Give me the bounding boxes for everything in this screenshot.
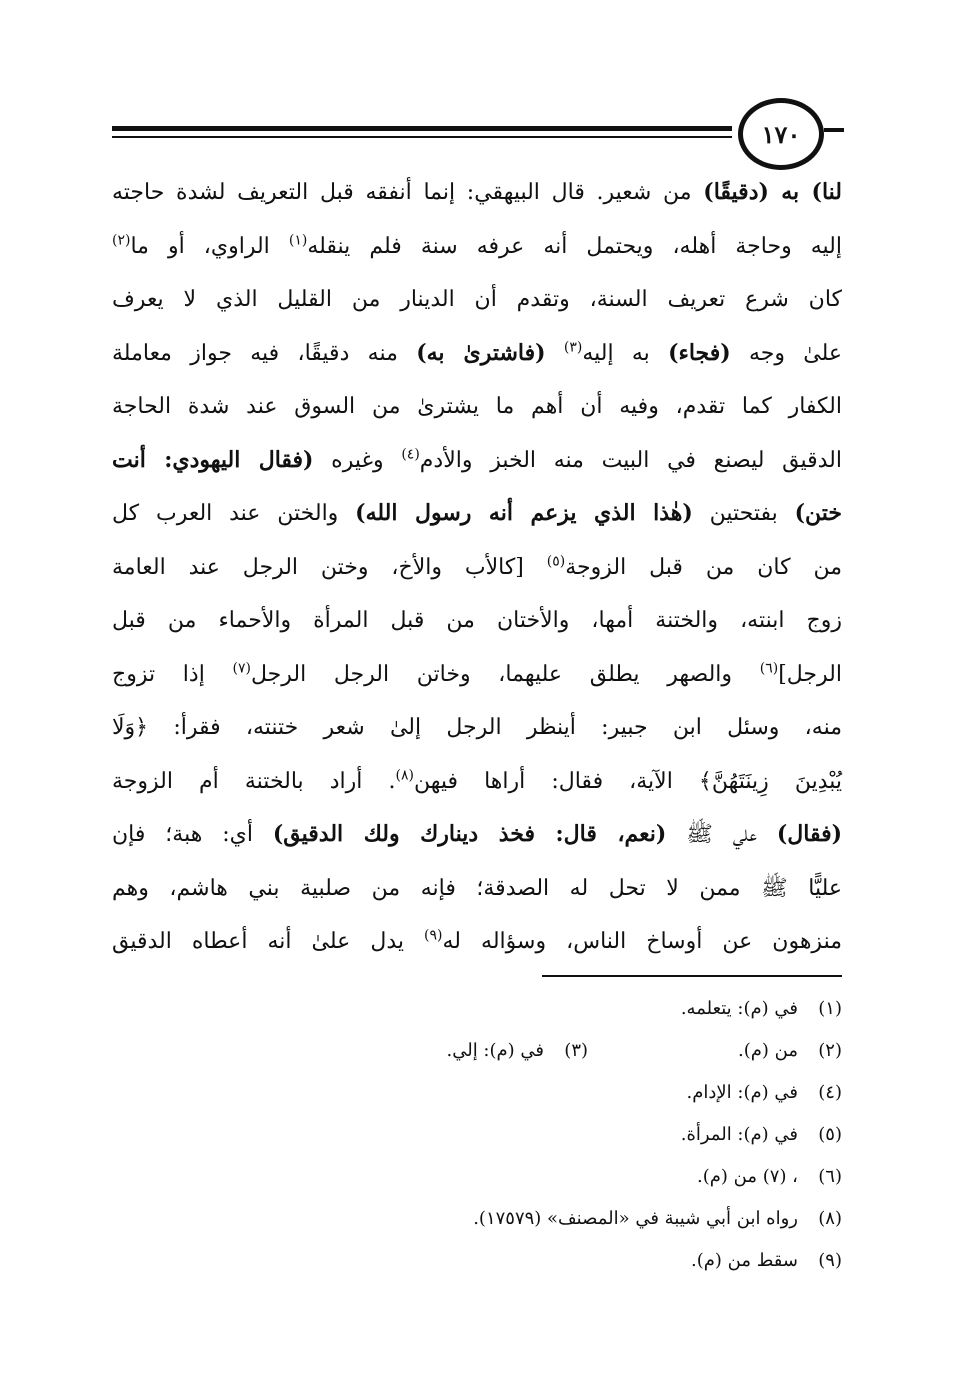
text-run: منزهون عن أوساخ الناس، وسؤاله له bbox=[442, 929, 842, 954]
text-run: أي: هبة؛ فإن bbox=[112, 822, 273, 847]
text-run: من كان من قبل الزوجة bbox=[565, 554, 842, 580]
footnote bbox=[738, 1030, 842, 1072]
footnote-ref: (٤) bbox=[401, 446, 420, 463]
text-run: منه، وسئل ابن جبير: أينظر الرجل إلىٰ شعر ختنته، فقرأ: ﴿وَلَا bbox=[112, 715, 842, 740]
footnote-number: (٥) bbox=[818, 1124, 842, 1145]
footnote bbox=[447, 1030, 589, 1072]
text-run: الرجل] bbox=[778, 661, 842, 687]
footnote-row bbox=[112, 1240, 842, 1282]
text-line bbox=[112, 541, 842, 595]
text-run: عليًّا ﷺ ممن لا تحل له الصدقة؛ فإنه من صلبية بني هاشم، وهم bbox=[112, 875, 842, 901]
footnote-ref: (٧) bbox=[232, 660, 251, 677]
text-run: الكفار كما تقدم، وفيه أن أهم ما يشترىٰ من السوق عند شدة الحاجة bbox=[112, 394, 842, 419]
bold-phrase: ختن) bbox=[794, 500, 842, 526]
bold-phrase: (فجاء) bbox=[668, 339, 731, 366]
footnotes bbox=[112, 988, 842, 1282]
footnote-number: (٨) bbox=[818, 1208, 842, 1229]
footnote bbox=[687, 1072, 842, 1114]
footnote-ref: (٣) bbox=[563, 339, 583, 356]
footnote-text: في (م): المرأة. bbox=[680, 1124, 798, 1145]
text-line bbox=[112, 594, 842, 648]
footnote-ref: (٨) bbox=[395, 767, 414, 784]
footnote-text: سقط من (م). bbox=[691, 1250, 798, 1271]
footnote-row bbox=[112, 988, 842, 1030]
text-run: الراوي، أو ما bbox=[130, 233, 289, 259]
bold-phrase: (نعم، قال: فخذ دينارك ولك الدقيق) bbox=[272, 821, 667, 847]
text-run: منه دقيقًا، فيه جواز معاملة bbox=[112, 340, 417, 366]
footnote-ref: (٢) bbox=[112, 232, 131, 249]
text-run: به إليه bbox=[582, 340, 669, 366]
footnote-ref: (٥) bbox=[546, 553, 566, 570]
text-run: وغيره bbox=[313, 447, 402, 473]
page-header bbox=[112, 98, 842, 168]
bold-phrase: (فقال اليهودي: أنت bbox=[112, 446, 314, 473]
footnote-ref: (١) bbox=[288, 232, 308, 249]
footnote-text: في (م): إلي. bbox=[446, 1040, 545, 1061]
text-run: زوج ابنته، والختنة أمها، والأختان من قبل المرأة والأحماء من قبل bbox=[112, 608, 842, 633]
text-line bbox=[112, 701, 842, 755]
footnote bbox=[691, 1240, 842, 1282]
bold-phrase: (فاشترىٰ به) bbox=[416, 339, 546, 366]
footnote bbox=[681, 988, 842, 1030]
footnote-row bbox=[112, 1198, 842, 1240]
footnote-number: (٤) bbox=[818, 1082, 842, 1103]
footnote-row bbox=[112, 1072, 842, 1114]
footnote-number: (٣) bbox=[564, 1040, 589, 1061]
text-run: علىٰ وجه bbox=[730, 340, 843, 366]
footnote bbox=[697, 1156, 842, 1198]
footnote-text: في (م): الإدام. bbox=[686, 1082, 798, 1103]
footnote-text: ، (٧) من (م). bbox=[697, 1166, 798, 1187]
text-run: إليه وحاجة أهله، ويحتمل أنه عرفه سنة فلم ينقله bbox=[307, 233, 842, 259]
footnote-number: (٩) bbox=[818, 1250, 842, 1271]
footnote-gap bbox=[588, 1030, 738, 1072]
text-run: كان شرع تعريف السنة، وتقدم أن الدينار من القليل الذي لا يعرف bbox=[112, 287, 842, 312]
footnote-number: (٢) bbox=[818, 1040, 842, 1061]
text-line bbox=[112, 862, 842, 916]
text-run: بفتحتين bbox=[692, 501, 795, 526]
text-line bbox=[112, 915, 842, 969]
footnote-text: رواه ابن أبي شيبة في «المصنف» (١٧٥٧٩). bbox=[473, 1208, 798, 1229]
text-run: يُبْدِينَ زِينَتَهُنَّ﴾ الآية، فقال: أراها فيهن bbox=[413, 768, 842, 794]
footnote bbox=[473, 1198, 842, 1240]
header-rule-right bbox=[824, 128, 844, 132]
footnote-row bbox=[112, 1030, 842, 1072]
text-run: والصهر يطلق عليهما، وخاتن الرجل الرجل bbox=[250, 661, 760, 687]
text-line bbox=[112, 380, 842, 434]
footnote bbox=[681, 1114, 842, 1156]
text-run: [كالأب والأخ، وختن الرجل عند العامة bbox=[112, 554, 547, 580]
header-rule-thin bbox=[112, 136, 732, 138]
text-line bbox=[112, 755, 842, 809]
text-line bbox=[112, 166, 842, 220]
text-line bbox=[112, 648, 842, 702]
footnote-row bbox=[112, 1114, 842, 1156]
text-run: يدل علىٰ أنه أعطاه الدقيق bbox=[112, 929, 425, 954]
page-number-text: ١٧٠ bbox=[761, 119, 801, 149]
text-line bbox=[112, 808, 842, 862]
text-run: والختن عند العرب كل bbox=[112, 501, 356, 526]
main-text bbox=[112, 166, 842, 969]
bold-phrase: (فقال) bbox=[776, 821, 842, 847]
footnote-text: في (م): يتعلمه. bbox=[680, 998, 798, 1019]
text-line bbox=[112, 327, 842, 381]
text-line bbox=[112, 273, 842, 327]
footnote-number: (٦) bbox=[818, 1166, 842, 1187]
text-run: إذا تزوج bbox=[112, 661, 233, 687]
bold-phrase: لنا) به (دقيقًا) bbox=[703, 179, 843, 205]
text-run: من شعير. قال البيهقي: إنما أنفقه قبل التعريف لشدة حاجته bbox=[112, 180, 704, 205]
text-line bbox=[112, 487, 842, 541]
text-run bbox=[546, 341, 564, 366]
bold-phrase: (هٰذا الذي يزعم أنه رسول الله) bbox=[355, 500, 693, 526]
text-run: . أراد بالختنة أم الزوجة bbox=[112, 768, 396, 794]
footnote-ref: (٩) bbox=[424, 927, 443, 944]
footnote-separator bbox=[542, 975, 842, 977]
text-run: الدقيق ليصنع في البيت منه الخبز والأدم bbox=[419, 447, 843, 473]
text-line bbox=[112, 220, 842, 274]
footnote-text: من (م). bbox=[738, 1040, 798, 1061]
page-number bbox=[738, 98, 824, 170]
text-run: علي ﷺ bbox=[666, 822, 777, 847]
footnote-row bbox=[112, 1156, 842, 1198]
footnote-number: (١) bbox=[818, 998, 842, 1019]
text-line bbox=[112, 434, 842, 488]
footnote-ref: (٦) bbox=[759, 660, 779, 677]
header-rule-thick bbox=[112, 126, 732, 131]
